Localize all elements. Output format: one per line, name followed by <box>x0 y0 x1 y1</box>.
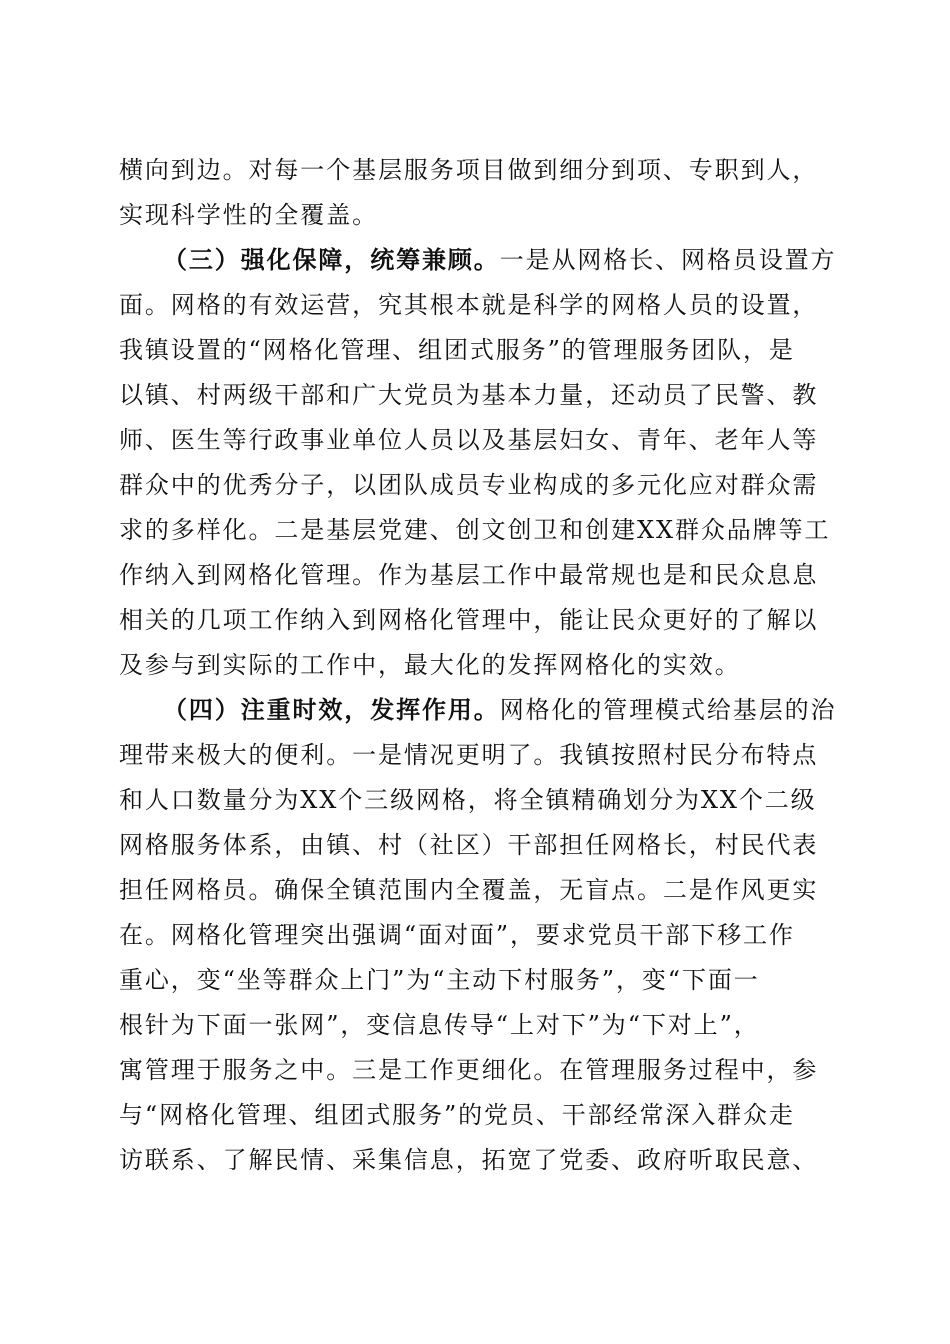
text-line: 根针为下面一张网”，变信息传导“上对下”为“下对上”， <box>119 1011 760 1039</box>
text-line: 横向到边。对每一个基层服务项目做到细分到项、专职到人， <box>119 156 819 184</box>
text-line: 及参与到实际的工作中，最大化的发挥网格化的实效。 <box>119 651 741 679</box>
text-line: 网格服务体系，由镇、村（社区）干部担任网格长，村民代表 <box>119 831 819 859</box>
text-line: 和人口数量分为XX个三级网格，将全镇精确划分为XX个二级 <box>119 786 817 814</box>
section-heading-line <box>163 240 875 280</box>
section-heading-line <box>163 690 875 730</box>
text-line: 我镇设置的“网格化管理、组团式服务”的管理服务团队，是 <box>119 336 795 364</box>
section-heading: （三）强化保障，统筹兼顾。 <box>163 245 500 274</box>
text-line: 在。网格化管理突出强调“面对面”，要求党员干部下移工作 <box>119 921 795 949</box>
text-line: 师、医生等行政事业单位人员以及基层妇女、青年、老年人等 <box>119 426 819 454</box>
text-line: 重心，变“坐等群众上门”为“主动下村服务”，变“下面一 <box>119 966 760 994</box>
text-line: 求的多样化。二是基层党建、创文创卫和创建XX群众品牌等工 <box>119 516 831 544</box>
text-line: 以镇、村两级干部和广大党员为基本力量，还动员了民警、教 <box>119 381 819 409</box>
text-line: 担任网格员。确保全镇范围内全覆盖，无盲点。二是作风更实 <box>119 876 819 904</box>
section-heading-continuation: 一是从网格长、网格员设置方 <box>499 246 837 274</box>
section-heading-continuation: 网格化的管理模式给基层的治 <box>499 696 837 724</box>
text-line: 理带来极大的便利。一是情况更明了。我镇按照村民分布特点 <box>119 741 819 769</box>
text-line: 实现科学性的全覆盖。 <box>119 201 378 229</box>
text-line: 作纳入到网格化管理。作为基层工作中最常规也是和民众息息 <box>119 561 819 589</box>
text-line: 相关的几项工作纳入到网格化管理中，能让民众更好的了解以 <box>119 606 819 634</box>
section-heading: （四）注重时效，发挥作用。 <box>163 695 500 724</box>
text-line: 寓管理于服务之中。三是工作更细化。在管理服务过程中，参 <box>119 1056 819 1084</box>
text-line: 与“网格化管理、组团式服务”的党员、干部经常深入群众走 <box>119 1101 795 1129</box>
text-line: 面。网格的有效运营，究其根本就是科学的网格人员的设置， <box>119 291 819 319</box>
text-line: 群众中的优秀分子，以团队成员专业构成的多元化应对群众需 <box>119 471 819 499</box>
text-line: 访联系、了解民情、采集信息，拓宽了党委、政府听取民意、 <box>119 1146 819 1174</box>
